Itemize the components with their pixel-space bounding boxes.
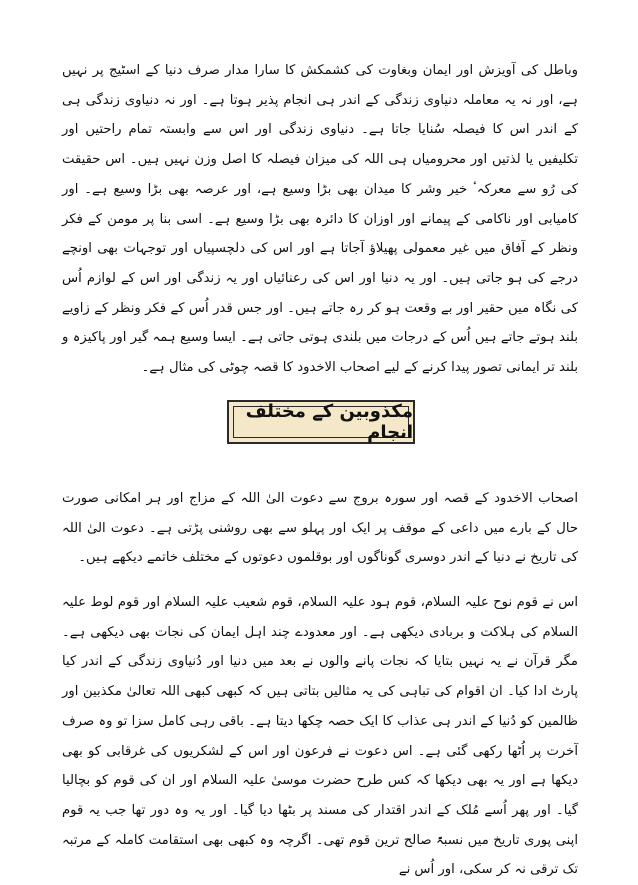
section-heading: مکذوبین کے مختلف انجام <box>245 401 413 443</box>
section-heading-box <box>227 400 415 444</box>
paragraph-ashab-ukhdood: اصحاب الاخدود کے قصہ اور سورہ بروج سے دعوت الیٰ اللہ کے مزاج اور ہر امکانی صورت حال کے بارے میں داعی کے موقف پر ایک اور پہلو سے بھی روشنی پڑتی ہے۔ دعوت الیٰ اللہ کی تاریخ نے دنیا کے اندر دوسری گوناگوں اور بوقلموں دعوتوں کے مختلف خاتمے دیکھے ہیں۔ <box>62 491 578 566</box>
paragraph-intro: وباطل کی آویزش اور ایمان وبغاوت کی کشمکش کا سارا مدار صرف دنیا کے اسٹیج پر نہیں ہے، اور نہ یہ معاملہ دنیاوی زندگی کے اندر ہی انجام پذیر ہوتا ہے۔ اور نہ دنیاوی زندگی ہی کے اندر اس کا فیصلہ سُنایا جاتا ہے۔ دنیاوی زندگی اور اس سے وابستہ تمام راحتیں اور تکلیفیں یا لذتیں اور محرومیاں ہی اللہ کی میزان فیصلہ کا اصل وزن نہیں ہیں۔ اس حقیقت کی رُو سے معرکہٴ خیر وشر کا میدان بھی بڑا وسیع ہے، اور عرصہ بھی بڑا وسیع ہے۔ اور کامیابی اور ناکامی کے پیمانے اور اوزان کا دائرہ بھی بڑا وسیع ہے۔ اسی بنا پر مومن کے فکر ونظر کے آفاق میں غیر معمولی پھیلاؤ آجاتا ہے اور اس کی دلچسپیاں اور توجہات بھی اونچے درجے کی ہو جاتی ہیں۔ اور یہ دنیا اور اس کی رعنائیاں اور یہ زندگی اور اس کے لوازم اُس کی نگاہ میں حقیر اور بے وقعت ہو کر رہ جاتے ہیں۔ اور جس قدر اُس کے فکر ونظر کے زاویے بلند ہوتے جاتے ہیں اُس کے درجات میں بلندی ہوتی جاتی ہے۔ ایسا وسیع ہمہ گیر اور پاکیزہ و بلند تر ایمانی تصور پیدا کرنے کے لیے اصحاب الاخدود کا قصہ چوٹی کی مثال ہے۔ <box>62 63 578 376</box>
paragraph-nations-fate: اس نے قوم نوح علیہ السلام، قوم ہود علیہ السلام، قوم شعیب علیہ السلام اور قوم لوط علیہ السلام کی ہلاکت و بربادی دیکھی ہے۔ اور معدودے چند اہل ایمان کی نجات بھی دیکھی ہے۔ مگر قرآن نے یہ نہیں بتایا کہ نجات پانے والوں نے بعد میں دنیا اور دُنیاوی زندگی کے اندر کیا پارٹ ادا کیا۔ ان اقوام کی تباہی کی یہ مثالیں بتاتی ہیں کہ کبھی کبھی اللہ تعالیٰ مکذبین اور ظالمین کو دُنیا کے اندر ہی عذاب کا ایک حصہ چکھا دیتا ہے۔ باقی رہی کامل سزا تو وہ صرف آخرت پر اُٹھا رکھی گئی ہے۔ اس دعوت نے فرعون اور اس کے لشکریوں کی غرقابی کو بھی دیکھا ہے اور یہ بھی دیکھا کہ کس طرح حضرت موسیٰ علیہ السلام اور ان کی قوم کو بچالیا گیا۔ اور پھر اُسے مُلک کے اندر اقتدار کی مسند پر بٹھا دیا گیا۔ اور یہ وہ دور تھا جب یہ قوم اپنی پوری تاریخ میں نسبۃً صالح ترین قوم تھی۔ اگرچہ وہ کبھی بھی استقامت کاملہ کے مرتبہ تک ترقی نہ کر سکی، اور اُس نے <box>62 595 578 878</box>
